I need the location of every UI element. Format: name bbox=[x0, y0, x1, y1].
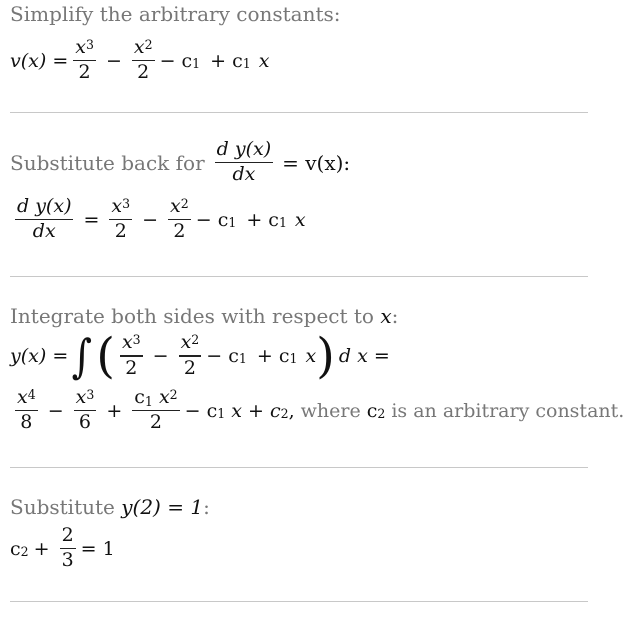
header-fraction: $\frac{\text{d y(x)}}{dx}$ bbox=[216, 138, 272, 186]
fraction: $\frac{x^2}{2}$ bbox=[133, 36, 153, 84]
lhs: v(x) = bbox=[10, 49, 69, 72]
fraction: $\frac{2}{3}$ bbox=[61, 524, 74, 572]
fraction: $\frac{x^3}{2}$ bbox=[121, 331, 141, 379]
step-3-equation-2: $\frac{x^4}{8}$ − $\frac{x^3}{6}$ + $\frac{c_1 x^2}{2}$ − c $_1$ x + c $_2$ , where c $_2$ is an arbitrary constant. bbox=[17, 386, 624, 434]
step-3-header: Integrate both sides with respect to x: bbox=[10, 304, 399, 328]
step-4-equation: c $_2$ + $\frac{2}{3}$ = 1 bbox=[10, 524, 115, 572]
step-4-header: Substitute y(2) = 1: bbox=[10, 495, 210, 519]
fraction: $\frac{x^3}{6}$ bbox=[75, 386, 95, 434]
step-2-equation: $\frac{\text{d y(x)}}{dx}$ = $\frac{x^3}{2}$ − $\frac{x^2}{2}$ − c $_1$ + c $_1$ x bbox=[17, 195, 306, 243]
divider bbox=[10, 276, 588, 277]
fraction: $\frac{x^3}{2}$ bbox=[111, 195, 131, 243]
step-1-header: Simplify the arbitrary constants: bbox=[10, 2, 341, 26]
step-2-header: Substitute back for $\frac{\text{d y(x)}}{dx}$ = v(x): bbox=[10, 138, 351, 186]
fraction: $\frac{x^2}{2}$ bbox=[180, 331, 200, 379]
divider bbox=[10, 112, 588, 113]
fraction: $\frac{x^2}{2}$ bbox=[170, 195, 189, 243]
fraction: $\frac{x^4}{8}$ bbox=[17, 386, 36, 434]
divider bbox=[10, 467, 588, 468]
fraction: $\frac{c_1 x^2}{2}$ bbox=[134, 386, 178, 434]
fraction: $\frac{x^3}{2}$ bbox=[75, 36, 94, 84]
step-1-equation: v(x) = $\frac{x^3}{2}$ − $\frac{x^2}{2}$ − c $_1$ + c $_1$ x bbox=[10, 36, 270, 84]
lhs-fraction: $\frac{\text{d y(x)}}{dx}$ bbox=[17, 195, 72, 243]
integral-sign: ∫ bbox=[72, 329, 93, 383]
divider bbox=[10, 601, 588, 602]
step-3-equation-1: y(x) = ∫ ( $\frac{x^3}{2}$ − $\frac{x^2}{2}$ − c $_1$ + c $_1$ x ) d x = bbox=[10, 328, 390, 384]
